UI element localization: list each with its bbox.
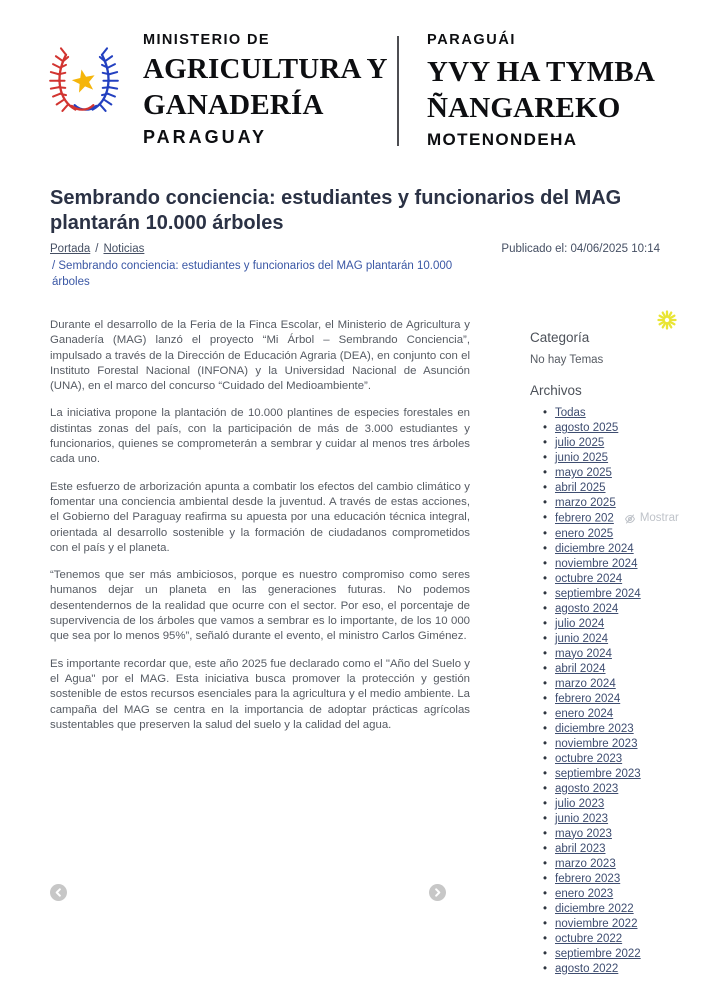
archive-link[interactable]: febrero 202 bbox=[555, 512, 614, 525]
archive-link[interactable]: julio 2023 bbox=[555, 797, 605, 810]
archive-link[interactable]: junio 2025 bbox=[555, 452, 609, 464]
archive-list-item bbox=[555, 662, 707, 677]
archive-list-item bbox=[555, 812, 707, 827]
breadcrumb-separator: / bbox=[95, 243, 99, 255]
article-body bbox=[50, 318, 470, 745]
archive-list-item bbox=[555, 857, 707, 872]
carousel-nav bbox=[50, 884, 446, 901]
archive-link[interactable]: diciembre 2024 bbox=[555, 542, 634, 555]
archive-link[interactable]: abril 2025 bbox=[555, 482, 606, 494]
archive-link[interactable]: septiembre 2023 bbox=[555, 767, 641, 780]
archive-link[interactable]: marzo 2024 bbox=[555, 677, 616, 690]
logo-line-ganaderia: GANADERÍA bbox=[143, 89, 324, 121]
archive-list-item bbox=[555, 887, 707, 902]
archive-list-item bbox=[555, 466, 707, 481]
logo-line-paraguai: PARAGUÁI bbox=[427, 32, 517, 48]
article-paragraph: Es importante recordar que, este año 2025 fue declarado como el "Año del Suelo y el Agua" por el MAG. Esta iniciativa busca promover la protección y gestión sostenible de estos recursos esenciales para la agricultura y el medio ambiente. La campaña del MAG se centra en la importancia de adoptar prácticas agrícolas sustentables que preserven la salud del suelo y la calidad del agua. bbox=[50, 657, 470, 731]
archive-list-item bbox=[555, 902, 707, 917]
page-title: Sembrando conciencia: estudiantes y funcionarios del MAG plantarán 10.000 árboles bbox=[50, 187, 622, 234]
archive-list-item bbox=[555, 722, 707, 737]
site-header bbox=[0, 0, 707, 172]
archive-list-item bbox=[555, 572, 707, 587]
archive-link[interactable]: diciembre 2022 bbox=[555, 902, 634, 915]
archive-link[interactable]: agosto 2022 bbox=[555, 962, 619, 975]
breadcrumb-noticias-link[interactable]: Noticias bbox=[103, 243, 145, 255]
archive-link[interactable]: marzo 2025 bbox=[555, 497, 616, 509]
archive-link[interactable]: marzo 2023 bbox=[555, 857, 616, 870]
archive-list-item bbox=[555, 872, 707, 887]
chevron-right-icon bbox=[433, 888, 442, 897]
archive-link[interactable]: octubre 2022 bbox=[555, 932, 623, 945]
archive-list-item bbox=[555, 962, 707, 977]
archive-list-item bbox=[555, 527, 707, 542]
article-paragraph: “Tenemos que ser más ambiciosos, porque es nuestro compromiso como seres humanos dejar un planeta en las generaciones futuras. No podemos desentendernos de la realidad que ocurre con el sector. Por eso, el porcentaje de supervivencia de los árboles que vamos a sembrar es lo importante, de los 10 000 que sea por lo menos 95%”, señaló durante el evento, el ministro Carlos Giménez. bbox=[50, 569, 470, 643]
logo-line-agricultura: AGRICULTURA Y bbox=[143, 53, 388, 85]
archive-list-item bbox=[555, 421, 707, 436]
archive-list-item bbox=[555, 737, 707, 752]
archive-list-item bbox=[555, 587, 707, 602]
logo-line-paraguay: PARAGUAY bbox=[143, 127, 268, 147]
logo-line-nangareko: ÑANGAREKO bbox=[427, 92, 621, 124]
archive-list-item bbox=[555, 707, 707, 722]
breadcrumb-portada-link[interactable]: Portada bbox=[50, 243, 91, 255]
archive-link[interactable]: diciembre 2023 bbox=[555, 722, 634, 735]
archive-link[interactable]: abril 2023 bbox=[555, 842, 606, 855]
mostrar-overlay-button[interactable] bbox=[624, 511, 679, 526]
archive-list bbox=[530, 406, 707, 977]
archive-link[interactable]: julio 2024 bbox=[555, 617, 605, 630]
guarani-logo-wordmark bbox=[427, 32, 655, 150]
archive-link[interactable]: mayo 2025 bbox=[555, 467, 612, 479]
archive-list-item bbox=[555, 797, 707, 812]
carousel-next-button[interactable] bbox=[429, 884, 446, 901]
breadcrumb-current-page: / Sembrando conciencia: estudiantes y funcionarios del MAG plantarán 10.000 árboles bbox=[52, 260, 453, 288]
archive-link[interactable]: agosto 2024 bbox=[555, 602, 619, 615]
archive-link[interactable]: enero 2024 bbox=[555, 707, 614, 720]
loading-spinner-icon bbox=[657, 310, 677, 330]
archive-list-item bbox=[555, 602, 707, 617]
archive-link[interactable]: enero 2023 bbox=[555, 887, 614, 900]
archive-link[interactable]: octubre 2023 bbox=[555, 752, 623, 765]
archive-list-item bbox=[555, 767, 707, 782]
archive-link[interactable]: enero 2025 bbox=[555, 527, 614, 540]
archive-link[interactable]: junio 2024 bbox=[555, 632, 609, 645]
archive-link[interactable]: febrero 2023 bbox=[555, 872, 621, 885]
archive-list-item bbox=[555, 692, 707, 707]
archive-link[interactable]: febrero 2024 bbox=[555, 692, 621, 705]
archive-link[interactable]: noviembre 2024 bbox=[555, 557, 638, 570]
archive-list-item bbox=[555, 542, 707, 557]
archive-list-item bbox=[555, 782, 707, 797]
archive-list-item bbox=[555, 557, 707, 572]
archive-link[interactable]: mayo 2024 bbox=[555, 647, 612, 660]
chevron-left-icon bbox=[54, 888, 63, 897]
archive-link[interactable]: agosto 2023 bbox=[555, 782, 619, 795]
article-paragraph: Este esfuerzo de arborización apunta a combatir los efectos del cambio climático y fomentar una conciencia ambiental desde la juventud. A través de estas acciones, el Gobierno del Paraguay reafirma su apuesta por una educación técnica integral, orientada al desarrollo sostenible y la formación de ciudadanos comprometidos con el país y el planeta. bbox=[50, 480, 470, 554]
archive-link[interactable]: julio 2025 bbox=[555, 437, 605, 449]
archives-heading: Archivos bbox=[530, 383, 582, 398]
archive-list-item bbox=[555, 917, 707, 932]
archive-list-item bbox=[555, 481, 707, 496]
logo-line-ministerio: MINISTERIO DE bbox=[143, 32, 270, 48]
mag-logo-link[interactable] bbox=[48, 42, 120, 123]
archive-list-item bbox=[555, 496, 707, 511]
archive-link[interactable]: mayo 2023 bbox=[555, 827, 612, 840]
mostrar-label: Mostrar bbox=[639, 512, 679, 524]
archive-link[interactable]: noviembre 2022 bbox=[555, 917, 638, 930]
archive-link[interactable]: agosto 2025 bbox=[555, 422, 619, 434]
archive-link[interactable]: junio 2023 bbox=[555, 812, 609, 825]
mostrar-eye-off-icon bbox=[624, 513, 636, 525]
archive-list-item bbox=[555, 947, 707, 962]
breadcrumb bbox=[50, 241, 482, 290]
archive-list-item bbox=[555, 406, 707, 421]
logo-divider bbox=[397, 36, 399, 146]
archive-link[interactable]: abril 2024 bbox=[555, 662, 606, 675]
archive-link[interactable]: septiembre 2022 bbox=[555, 947, 641, 960]
published-date: Publicado el: 04/06/2025 10:14 bbox=[501, 243, 660, 255]
archive-link[interactable]: octubre 2024 bbox=[555, 572, 623, 585]
archive-link[interactable]: septiembre 2024 bbox=[555, 587, 641, 600]
archive-list-item bbox=[555, 451, 707, 466]
archive-list-item bbox=[555, 932, 707, 947]
article-paragraph: La iniciativa propone la plantación de 10.000 plantines de especies forestales en distintas zonas del país, con la participación de más de 3.000 estudiantes y funcionarios, quienes se comprometerán a sembrar y cuidar al menos tres árboles cada uno. bbox=[50, 407, 470, 466]
archive-link[interactable]: Todas bbox=[555, 407, 586, 419]
category-heading: Categoría bbox=[530, 330, 590, 345]
archive-list-item bbox=[555, 511, 707, 527]
archive-list-item bbox=[555, 752, 707, 767]
archive-link[interactable]: noviembre 2023 bbox=[555, 737, 638, 750]
archive-list-item bbox=[555, 677, 707, 692]
archive-list-item bbox=[555, 617, 707, 632]
sidebar bbox=[530, 330, 707, 977]
archive-list-item bbox=[555, 827, 707, 842]
star-icon bbox=[70, 67, 97, 94]
logo-line-yvy-ha-tymba: YVY HA TYMBA bbox=[427, 56, 655, 88]
article-paragraph: Durante el desarrollo de la Feria de la Finca Escolar, el Ministerio de Agricultura y Ganadería (MAG) lanzó el proyecto “Mi Árbol – Sembrando Conciencia”, impulsado a través de la Dirección de Educación Agraria (DEA), en conjunto con el Instituto Forestal Nacional (INFONA) y la Universidad Nacional de Asunción (UNA), en el marco del concurso “Cuidado del Medioambiente”. bbox=[50, 319, 470, 393]
carousel-prev-button[interactable] bbox=[50, 884, 67, 901]
archive-list-item bbox=[555, 647, 707, 662]
mag-logo-wordmark[interactable] bbox=[143, 32, 388, 148]
archive-list-item bbox=[555, 842, 707, 857]
archive-list-item bbox=[555, 632, 707, 647]
paraguay-crest-icon bbox=[48, 42, 120, 118]
logo-line-motenondeha: MOTENONDEHA bbox=[427, 130, 578, 149]
archive-list-item bbox=[555, 436, 707, 451]
category-empty-text: No hay Temas bbox=[530, 354, 604, 366]
